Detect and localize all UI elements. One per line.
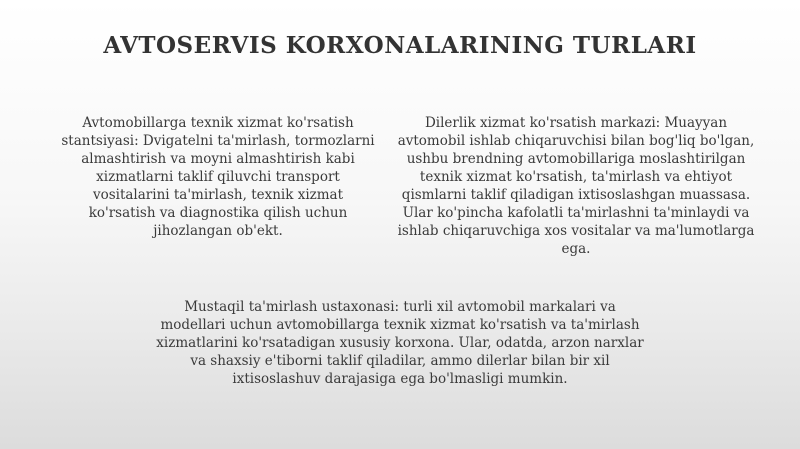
paragraph-dealer-service-center: Dilerlik xizmat ko'rsatish markazi: Muayyan avtomobil ishlab chiqaruvchisi bilan bog'liq bo'lgan, ushbu brendning avtomobillariga moslashtirilgan texnik xizmat ko'rsatish, ta'mirlash va ehtiyot qismlarni taklif qiladigan ixtisoslashgan muassasa. Ular ko'pincha kafolatli ta'mirlashni ta'minlaydi va ishlab chiqaruvchiga xos vositalar va ma'lumotlarga ega. [397, 115, 755, 257]
slide-title: AVTOSERVIS KORXONALARINING TURLARI [103, 32, 697, 59]
paragraph-independent-repair-shop: Mustaqil ta'mirlash ustaxonasi: turli xil avtomobil markalari va modellari uchun avtomobillarga texnik xizmat ko'rsatish va ta'mirlash xizmatlarini ko'rsatadigan xususiy korxona. Ular, odatda, arzon narxlar va shaxsiy e'tiborni taklif qiladilar, ammo dilerlar bilan bir xil ixtisoslashuv darajasiga ega bo'lmasligi mumkin. [156, 299, 644, 387]
paragraph-service-station: Avtomobillarga texnik xizmat ko'rsatish stantsiyasi: Dvigatelni ta'mirlash, tormozlarni almashtirish va moyni almashtirish kabi xizmatlarni taklif qiluvchi transport vositalarini ta'mirlash, texnik xizmat ko'rsatish va diagnostika qilish uchun jihozlangan ob'ekt. [61, 115, 375, 239]
